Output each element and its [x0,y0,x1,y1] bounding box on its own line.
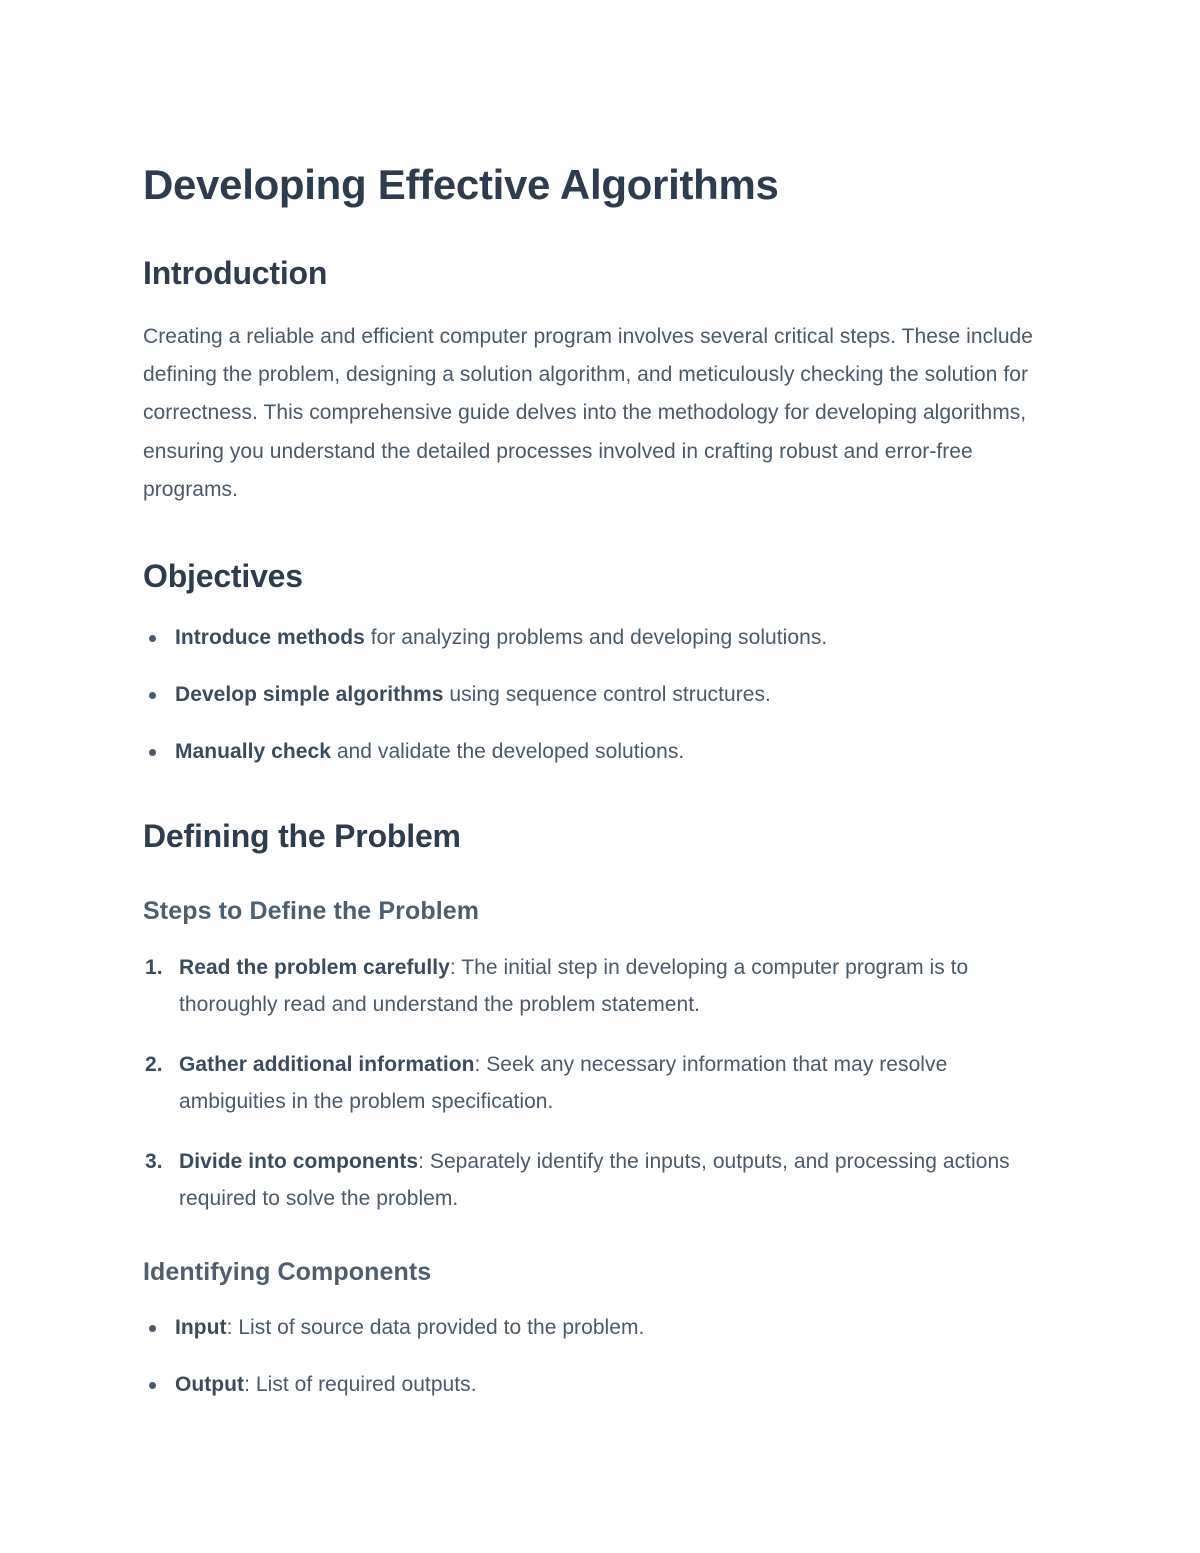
list-item-text: : Seek any necessary information that may resolve ambiguities in the problem specification. [179,1052,948,1114]
list-item-lead: Develop simple algorithms [175,683,444,707]
list-item [143,1143,1055,1218]
list-item [143,735,1055,769]
subsection-heading-identifying-components: Identifying Components [143,1258,432,1287]
list-item [143,621,1055,655]
list-item-text: : List of required outputs. [244,1372,477,1396]
list-item-lead: Read the problem carefully [179,956,450,980]
page-title: Developing Effective Algorithms [143,161,779,208]
introduction-paragraph: Creating a reliable and efficient computer program involves several critical steps. These include defining the problem, designing a solution algorithm, and meticulously checking the solution for correctness. This comprehensive guide delves into the methodology for developing algorithms, ensuring you understand the detailed processes involved in crafting robust and error-free programs. [143,324,1034,501]
list-item-text: : List of source data provided to the problem. [226,1315,645,1339]
list-item-text: and validate the developed solutions. [330,740,685,764]
list-item [143,1311,1055,1345]
list-item-text: using sequence control structures. [443,683,771,707]
list-item-lead: Manually check [175,740,331,764]
list-item [143,1046,1055,1121]
list-item [143,678,1055,712]
defining-steps-list [143,949,1055,1217]
section-heading-defining-the-problem: Defining the Problem [143,818,461,855]
objectives-list [143,621,1055,769]
list-item-text: : The initial step in developing a computer program is to thoroughly read and understand the problem statement. [179,956,969,1017]
list-item-lead: Gather additional information [179,1052,475,1076]
list-item-lead: Divide into components [179,1149,419,1173]
subsection-heading-steps-to-define-the-problem: Steps to Define the Problem [143,896,480,925]
document-content [143,160,1055,1402]
list-item-lead: Input [175,1315,227,1339]
list-item-text: : Separately identify the inputs, outputs, and processing actions required to solve the problem. [179,1149,1010,1210]
list-item-lead: Output [175,1372,245,1396]
section-heading-objectives: Objectives [143,558,303,595]
list-item [143,1368,1055,1402]
section-heading-introduction: Introduction [143,254,328,291]
list-item-lead: Introduce methods [175,626,365,650]
list-item [143,949,1055,1024]
components-list [143,1311,1055,1402]
list-item-text: for analyzing problems and developing solutions. [364,626,828,650]
